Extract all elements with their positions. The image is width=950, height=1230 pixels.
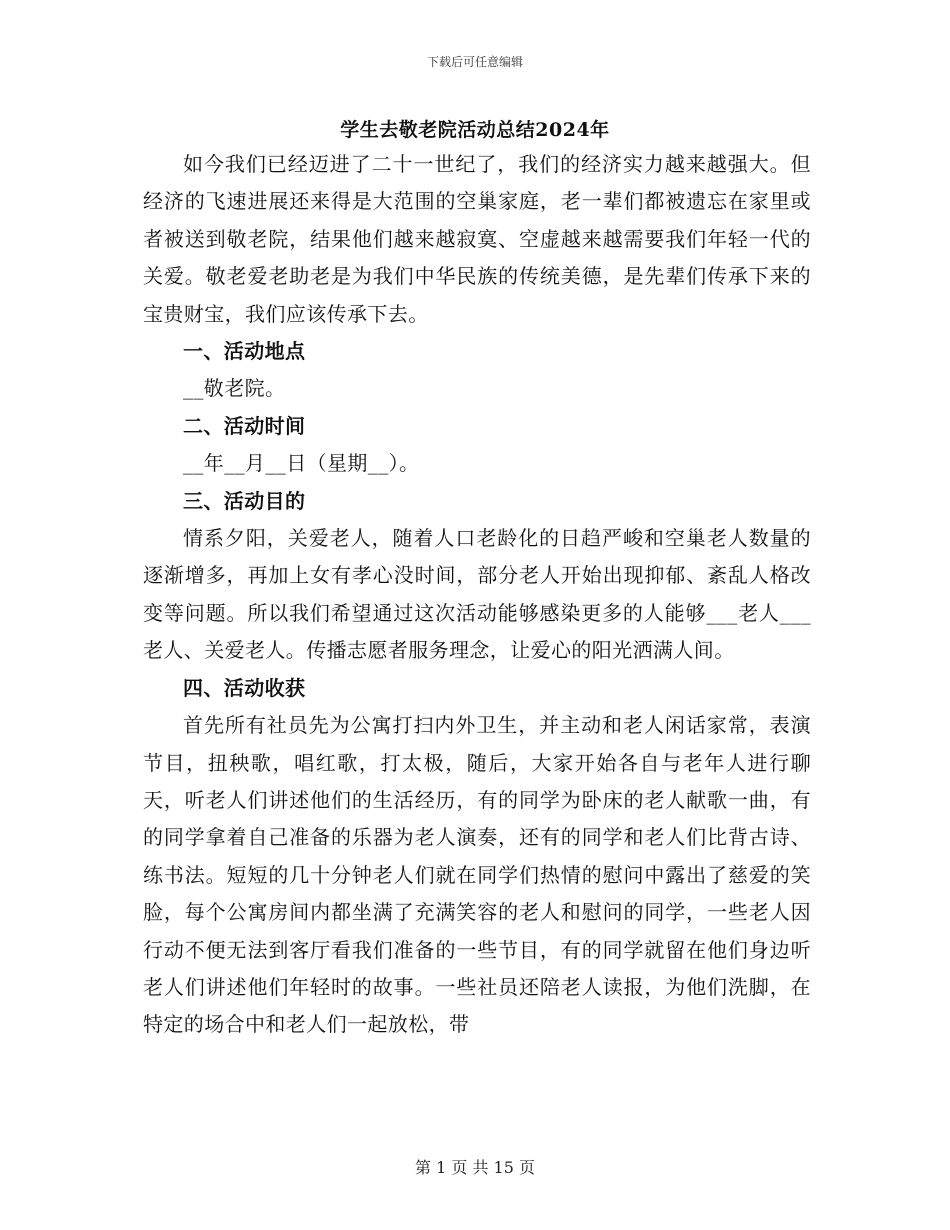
section-heading-time: 二、活动时间	[183, 413, 306, 438]
document-title: 学生去敬老院活动总结2024年	[340, 119, 610, 141]
document-body	[143, 146, 811, 1044]
page-header-note: 下载后可任意编辑	[426, 55, 523, 69]
section-body-location: __敬老院。	[183, 376, 286, 401]
intro-paragraph: 如今我们已经迈进了二十一世纪了，我们的经济实力越来越强大。但经济的飞速进展还来得是大范围的空巢家庭，老一辈们都被遗忘在家里或者被送到敬老院，结果他们越来越寂寞、空虚越来越需要我们年轻一代的关爱。敬老爱老助老是为我们中华民族的传统美德，是先辈们传承下来的宝贵财宝，我们应该传承下去。	[143, 152, 811, 326]
section-body-time: __年__月__日（星期__）。	[183, 451, 420, 476]
section-heading-gains: 四、活动收获	[183, 675, 306, 700]
section-heading-purpose: 三、活动目的	[183, 488, 306, 513]
section-body-purpose: 情系夕阳，关爱老人，随着人口老龄化的日趋严峻和空巢老人数量的逐渐增多，再加上女有孝心没时间，部分老人开始出现抑郁、紊乱人格改变等问题。所以我们希望通过这次活动能够感染更多的人能够___老人___老人、关爱老人。传播志愿者服务理念，让爱心的阳光洒满人间。	[143, 526, 811, 663]
section-body-gains: 首先所有社员先为公寓打扫内外卫生，并主动和老人闲话家常，表演节目，扭秧歌，唱红歌，打太极，随后，大家开始各自与老年人进行聊天，听老人们讲述他们的生活经历，有的同学为卧床的老人献歌一曲，有的同学拿着自己准备的乐器为老人演奏，还有的同学和老人们比背古诗、练书法。短短的几十分钟老人们就在同学们热情的慰问中露出了慈爱的笑脸，每个公寓房间内都坐满了充满笑容的老人和慰问的同学，一些老人因行动不便无法到客厅看我们准备的一些节目，有的同学就留在他们身边听老人们讲述他们年轻时的故事。一些社员还陪老人读报，为他们洗脚，在特定的场合中和老人们一起放松，带	[143, 713, 811, 1037]
page-number: 第 1 页 共 15 页	[415, 1158, 535, 1177]
section-heading-location: 一、活动地点	[183, 339, 306, 364]
